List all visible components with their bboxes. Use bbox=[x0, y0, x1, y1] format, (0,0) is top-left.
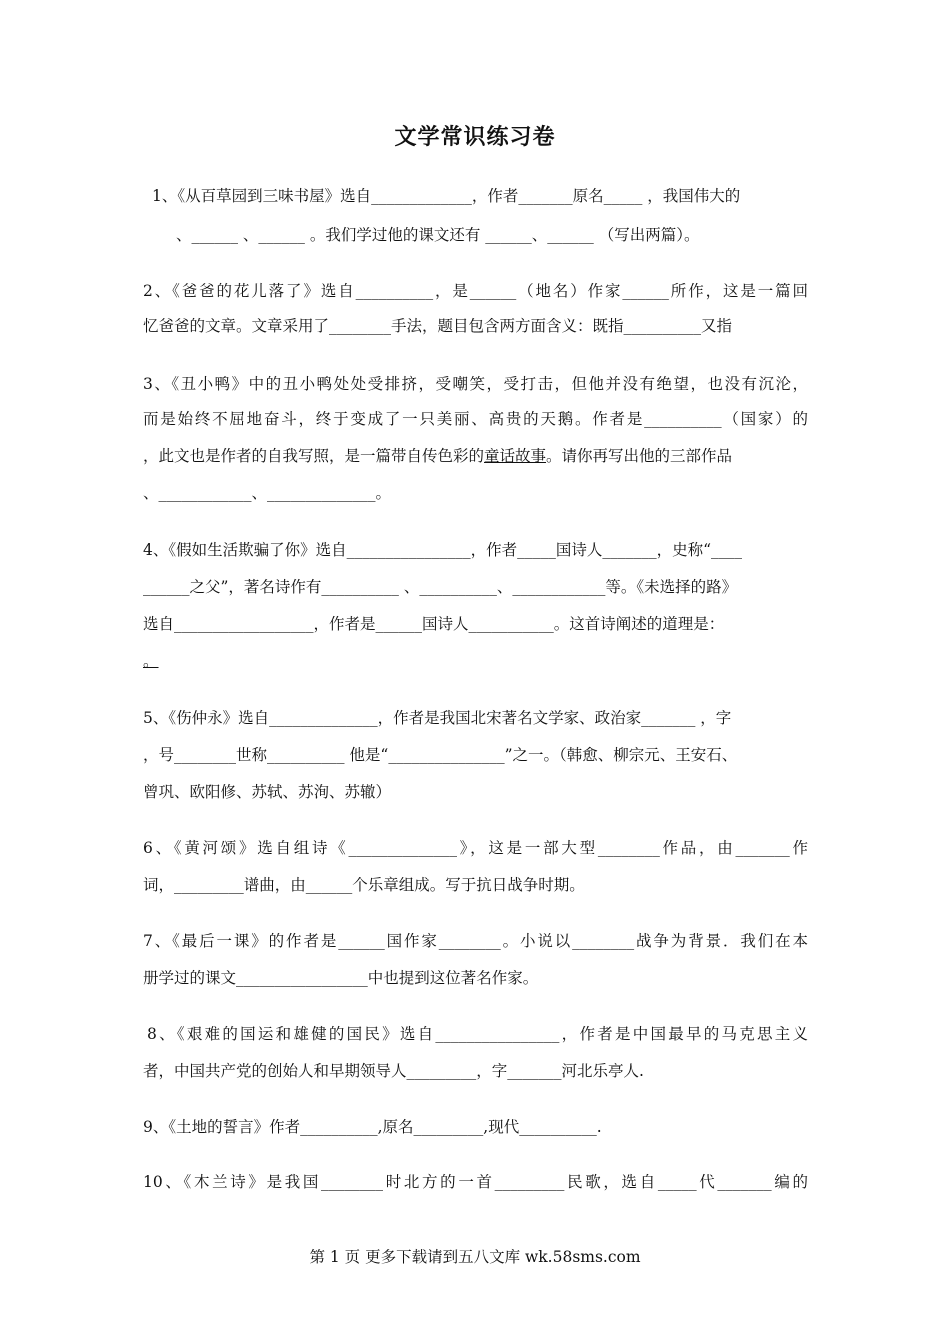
question-6-line-2: 词，_________谱曲，由______个乐章组成。写于抗日战争时期。 bbox=[143, 876, 585, 894]
question-10-line-1: 10、《木兰诗》是我国________时北方的一首_________民歌，选自_____代_______编的 bbox=[143, 1173, 808, 1191]
question-5-line-3: 曾巩、欧阳修、苏轼、苏洵、苏辙） bbox=[143, 783, 392, 801]
question-5-line-1: 5、《伤仲永》选自______________，作者是我国北宋著名文学家、政治家_______ ，字 bbox=[143, 709, 732, 727]
question-3-line-3 bbox=[143, 444, 808, 468]
underlined-term: 童话故事 bbox=[484, 447, 547, 465]
question-7-line-2: 册学过的课文_________________中也提到这位著名作家。 bbox=[143, 969, 539, 987]
question-3-line-2: 而是始终不屈地奋斗，终于变成了一只美丽、高贵的天鹅。作者是__________（国家）的 bbox=[143, 410, 808, 428]
question-4-line-2: ______之父”，著名诗作有__________ 、__________、____________等。《未选择的路》 bbox=[143, 578, 738, 596]
question-7-line-1: 7、《最后一课》的作者是______国作家________。小说以________战争为背景．我们在本 bbox=[143, 932, 808, 950]
question-3-line-3-start: ，此文也是作者的自我写照，是一篇带自传色彩的 bbox=[143, 447, 485, 465]
question-6-line-1: 6、《黄河颂》选自组诗《______________》，这是一部大型________作品，由_______作 bbox=[143, 839, 808, 857]
question-1-line-2: 、______ 、______ 。我们学过他的课文还有 ______、______ （写出两篇）。 bbox=[176, 226, 700, 244]
question-4-line-4: 。 bbox=[143, 652, 159, 670]
question-3-line-1: 3、《丑小鸭》中的丑小鸭处处受排挤，受嘲笑，受打击，但他并没有绝望，也没有沉沦， bbox=[143, 375, 808, 393]
question-2-line-1: 2、《爸爸的花儿落了》选自__________，是______（地名）作家______所作，这是一篇回 bbox=[143, 282, 808, 300]
question-5-line-2: ，号________世称__________ 他是“_______________”之一。（韩愈、柳宗元、王安石、 bbox=[143, 746, 738, 764]
question-1-line-1: 1、《从百草园到三味书屋》选自_____________，作者_______原名_____ ，我国伟大的 bbox=[152, 187, 741, 205]
question-4-line-1: 4、《假如生活欺骗了你》选自________________，作者_____国诗人_______，史称“____ bbox=[143, 541, 743, 559]
question-9-line-1: 9、《土地的誓言》作者__________,原名_________,现代__________. bbox=[143, 1118, 602, 1136]
question-2-line-2: 忆爸爸的文章。文章采用了________手法，题目包含两方面含义：既指__________又指 bbox=[143, 317, 733, 335]
question-3-line-4: 、____________、______________。 bbox=[143, 484, 392, 502]
question-8-line-1: 8、《艰难的国运和雄健的国民》选自________________，作者是中国最早的马克思主义 bbox=[147, 1025, 808, 1043]
page-footer: 第 1 页 更多下载请到五八文库 wk.58sms.com bbox=[309, 1248, 641, 1266]
page-title: 文学常识练习卷 bbox=[394, 125, 556, 150]
question-4-line-3: 选自__________________，作者是______国诗人___________。这首诗阐述的道理是： bbox=[143, 615, 725, 633]
question-3-line-3-end: 。请你再写出他的三部作品 bbox=[546, 447, 733, 465]
question-8-line-2: 者，中国共产党的创始人和早期领导人_________，字_______河北乐亭人. bbox=[143, 1062, 644, 1080]
